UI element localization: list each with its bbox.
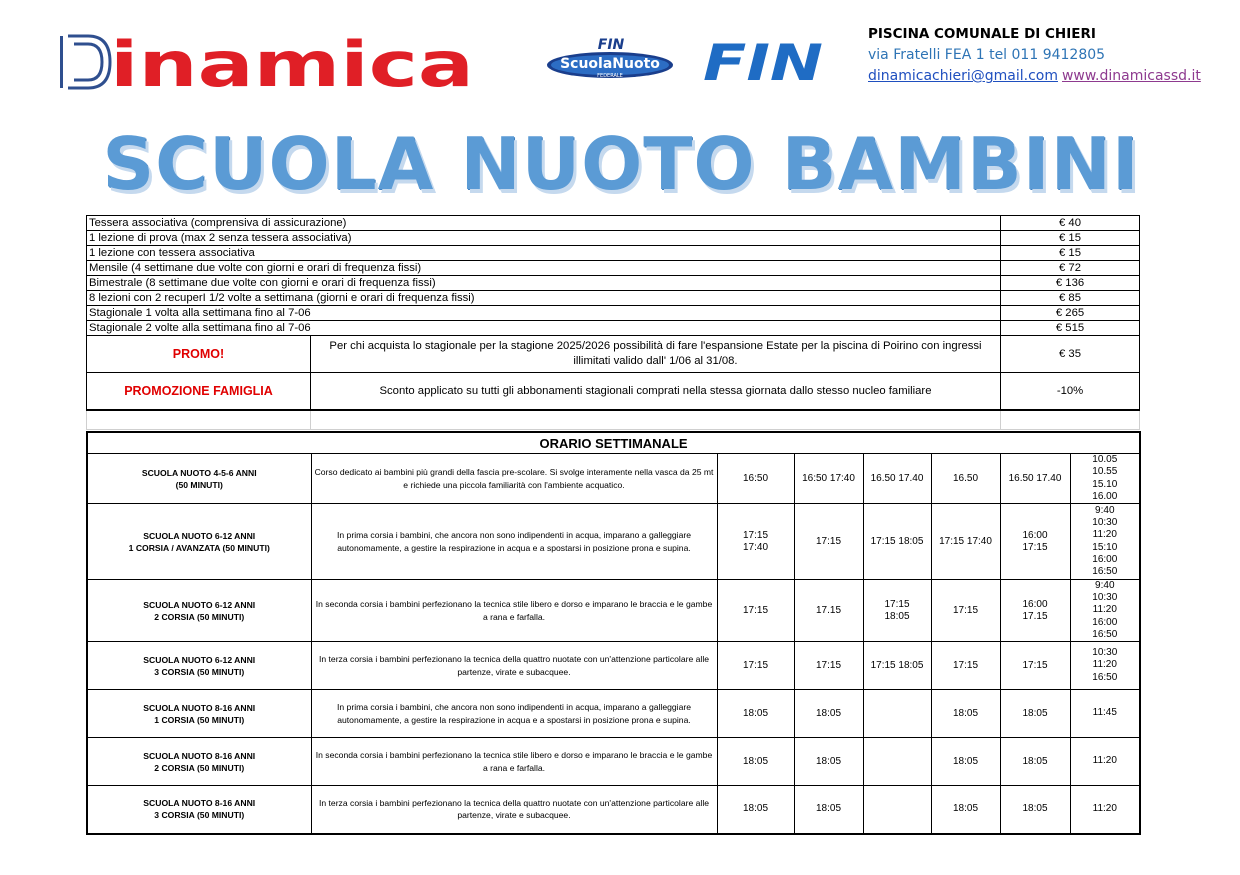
schedule-row (87, 580, 1140, 642)
price-value: € 85 (1001, 291, 1140, 306)
time-value: 18:05 (1022, 755, 1048, 767)
time-slot (717, 504, 794, 580)
course-description: In terza corsia i bambini perfezionano la tecnica della quattro nuotate con un'attenzione particolare alle partenze, virate e subacquee. (311, 786, 717, 834)
saturday-time: 16:00 (1092, 616, 1118, 628)
time-value: 18:05 (742, 707, 769, 719)
course-description: In terza corsia i bambini perfezionano la tecnica della quattro nuotate con un'attenzione particolare alle partenze, virate e subacquee. (311, 642, 717, 690)
price-label: 1 lezione di prova (max 2 senza tessera associativa) (87, 231, 1001, 246)
time-value: 16:50 17:40 (802, 472, 855, 484)
promo-label: PROMOZIONE FAMIGLIA (87, 373, 311, 411)
price-table (86, 215, 1140, 430)
time-value: 16:50 (742, 472, 769, 484)
time-slot (717, 454, 794, 504)
time-value: 17:15 (952, 659, 979, 671)
time-value: 17:15 18:05 (870, 535, 924, 547)
saturday-time: 16:50 (1092, 565, 1118, 577)
time-value: 16:00 (1022, 529, 1048, 541)
price-value: € 15 (1001, 231, 1140, 246)
time-value: 17:15 (815, 659, 842, 671)
svg-text:inamica: inamica (110, 30, 474, 94)
time-value: 18:05 (742, 803, 769, 815)
promo-row (87, 336, 1140, 373)
price-label: 1 lezione con tessera associativa (87, 246, 1001, 261)
time-slot (1000, 580, 1070, 642)
promo-price: € 35 (1001, 336, 1140, 373)
time-value: 18:05 (1022, 707, 1048, 719)
course-name (87, 504, 311, 580)
time-value: 17:40 (742, 541, 769, 553)
saturday-times (1070, 454, 1140, 504)
price-label: Stagionale 1 volta alla settimana fino al 7-06 (87, 306, 1001, 321)
saturday-time: 11:20 (1092, 529, 1117, 541)
saturday-time: 16:50 (1092, 628, 1118, 640)
spacer-row (87, 410, 1140, 430)
time-slot (794, 580, 863, 642)
time-slot (863, 642, 931, 690)
course-description: In seconda corsia i bambini perfezionano la tecnica stile libero e dorso e imparano le braccia e le gambe a rana e farfalla. (311, 738, 717, 786)
course-name (87, 786, 311, 834)
time-value: 18:05 (742, 755, 769, 767)
course-line: 2 CORSIA (50 MINUTI) (154, 762, 245, 773)
time-value: 17:15 (1022, 541, 1048, 553)
time-slot (931, 454, 1000, 504)
schedule-row (87, 738, 1140, 786)
time-slot (794, 786, 863, 834)
svg-text:FIN: FIN (703, 38, 823, 84)
course-name (87, 454, 311, 504)
promo-description: Sconto applicato su tutti gli abbonamenti stagionali comprati nella stessa giornata dallo stesso nucleo familiare (311, 373, 1001, 411)
course-line: 3 CORSIA (50 MINUTI) (154, 666, 245, 677)
schedule-row (87, 454, 1140, 504)
scuola-nuoto-logo (545, 36, 675, 86)
saturday-time: 10.05 (1092, 454, 1118, 466)
price-row (87, 231, 1140, 246)
saturday-times (1070, 504, 1140, 580)
spacer-cell (1001, 410, 1140, 430)
time-value: 16:00 (1022, 598, 1048, 610)
price-label: Mensile (4 settimane due volte con giorni e orari di frequenza fissi) (87, 261, 1001, 276)
saturday-time: 16:50 (1092, 671, 1118, 683)
time-slot (794, 738, 863, 786)
course-description: In seconda corsia i bambini perfezionano la tecnica stile libero e dorso e imparano le braccia e le gambe a rana e farfalla. (311, 580, 717, 642)
time-value: 17:15 (815, 535, 842, 547)
time-slot (1000, 454, 1070, 504)
saturday-time: 10.55 (1092, 466, 1118, 478)
contact-block (868, 24, 1201, 87)
time-slot (863, 786, 931, 834)
time-value: 17:15 (884, 598, 910, 610)
time-value: 17:15 (742, 529, 769, 541)
time-value: 16.50 17.40 (1008, 472, 1062, 484)
price-value: € 515 (1001, 321, 1140, 336)
time-value: 17:15 (742, 604, 769, 616)
spacer-cell (311, 410, 1001, 430)
price-row (87, 261, 1140, 276)
course-line: 2 CORSIA (50 MINUTI) (154, 611, 245, 622)
course-name (87, 580, 311, 642)
price-label: Tessera associativa (comprensiva di assicurazione) (87, 216, 1001, 231)
page-title: SCUOLA NUOTO BAMBINI (102, 122, 1140, 206)
time-value: 18:05 (952, 707, 979, 719)
time-slot (1000, 786, 1070, 834)
course-line: SCUOLA NUOTO 4-5-6 ANNI (141, 467, 257, 478)
saturday-time: 11:20 (1092, 803, 1117, 815)
time-slot (794, 454, 863, 504)
time-value: 17.15 (1022, 610, 1048, 622)
time-slot (931, 504, 1000, 580)
saturday-times (1070, 738, 1140, 786)
time-value: 17:15 (1022, 659, 1048, 671)
time-slot (1000, 738, 1070, 786)
time-value: 17.15 (815, 604, 842, 616)
time-slot (863, 738, 931, 786)
price-value: € 265 (1001, 306, 1140, 321)
saturday-time: 10:30 (1092, 647, 1118, 659)
course-description: Corso dedicato ai bambini più grandi della fascia pre-scolare. Si svolge interamente nella vasca da 25 mt e richiede una piccola familiarità con l'ambiente acquatico. (311, 454, 717, 504)
time-value: 17:15 (952, 604, 979, 616)
time-slot (931, 642, 1000, 690)
time-slot (717, 738, 794, 786)
time-value: 18:05 (884, 610, 910, 622)
spacer-cell (87, 410, 311, 430)
schedule-title: ORARIO SETTIMANALE (87, 432, 1140, 454)
time-slot (931, 690, 1000, 738)
promo-description: Per chi acquista lo stagionale per la stagione 2025/2026 possibilità di fare l'espansione Estate per la piscina di Poirino con ingressi illimitati valido dall' 1/06 al 31/08. (311, 336, 1001, 373)
time-slot (863, 504, 931, 580)
course-line: 1 CORSIA (50 MINUTI) (154, 714, 245, 725)
website-link[interactable]: www.dinamicassd.it (1061, 68, 1201, 84)
saturday-time: 16.00 (1092, 490, 1118, 502)
time-value: 17:15 17:40 (939, 535, 992, 547)
price-row (87, 216, 1140, 231)
time-slot (717, 690, 794, 738)
price-row (87, 276, 1140, 291)
time-slot (717, 786, 794, 834)
price-value: € 72 (1001, 261, 1140, 276)
course-name (87, 642, 311, 690)
course-line: SCUOLA NUOTO 8-16 ANNI (143, 750, 256, 761)
price-value: € 40 (1001, 216, 1140, 231)
course-line: SCUOLA NUOTO 6-12 ANNI (143, 654, 256, 665)
time-value: 18:05 (952, 755, 979, 767)
schedule-row (87, 642, 1140, 690)
saturday-time: 9:40 (1095, 504, 1115, 516)
time-value: 17:15 18:05 (870, 659, 924, 671)
time-value: 18:05 (815, 707, 842, 719)
saturday-times (1070, 642, 1140, 690)
time-slot (794, 690, 863, 738)
course-line: 1 CORSIA / AVANZATA (50 MINUTI) (128, 542, 270, 553)
course-line: SCUOLA NUOTO 6-12 ANNI (143, 530, 256, 541)
time-value: 18:05 (1022, 803, 1048, 815)
promo-price: -10% (1001, 373, 1140, 411)
time-slot (717, 580, 794, 642)
course-line: SCUOLA NUOTO 6-12 ANNI (143, 599, 256, 610)
time-slot (931, 580, 1000, 642)
time-slot (863, 690, 931, 738)
time-slot (931, 786, 1000, 834)
time-slot (1000, 690, 1070, 738)
sn-logo-text: ScuolaNuoto (560, 56, 660, 72)
promo-label: PROMO! (87, 336, 311, 373)
schedule-row (87, 504, 1140, 580)
dinamica-logo (58, 30, 478, 94)
time-value: 16.50 (952, 472, 979, 484)
pool-name: PISCINA COMUNALE DI CHIERI (868, 26, 1096, 42)
time-slot (794, 642, 863, 690)
saturday-time: 15:10 (1092, 541, 1118, 553)
time-value: 18:05 (815, 803, 842, 815)
course-name (87, 690, 311, 738)
saturday-time: 11:20 (1092, 659, 1117, 671)
time-value: 17:15 (742, 659, 769, 671)
price-row (87, 321, 1140, 336)
price-row (87, 246, 1140, 261)
price-label: Stagionale 2 volte alla settimana fino al 7-06 (87, 321, 1001, 336)
saturday-time: 11:20 (1092, 604, 1117, 616)
saturday-time: 10:30 (1092, 592, 1118, 604)
saturday-times (1070, 786, 1140, 834)
pool-address: via Fratelli FEA 1 tel 011 9412805 (868, 47, 1106, 63)
time-slot (794, 504, 863, 580)
saturday-times (1070, 690, 1140, 738)
schedule-table (86, 431, 1141, 835)
sn-logo-fin: FIN (597, 37, 625, 53)
price-label: 8 lezioni con 2 recuperI 1/2 volte a settimana (giorni e orari di frequenza fissi) (87, 291, 1001, 306)
saturday-times (1070, 580, 1140, 642)
sn-logo-sub: FEDERALE (597, 73, 623, 79)
price-row (87, 306, 1140, 321)
price-value: € 136 (1001, 276, 1140, 291)
course-line: SCUOLA NUOTO 8-16 ANNI (143, 798, 256, 809)
time-slot (717, 642, 794, 690)
time-slot (931, 738, 1000, 786)
course-line: 3 CORSIA (50 MINUTI) (154, 810, 245, 821)
time-slot (1000, 642, 1070, 690)
time-value: 18:05 (815, 755, 842, 767)
course-name (87, 738, 311, 786)
time-value: 16.50 17.40 (870, 472, 924, 484)
time-value: 18:05 (952, 803, 979, 815)
time-slot (1000, 504, 1070, 580)
course-line: SCUOLA NUOTO 8-16 ANNI (143, 702, 256, 713)
saturday-time: 10:30 (1092, 517, 1118, 529)
saturday-time: 16:00 (1092, 553, 1118, 565)
schedule-row (87, 786, 1140, 834)
saturday-time: 11:45 (1092, 707, 1117, 719)
course-description: In prima corsia i bambini, che ancora non sono indipendenti in acqua, imparano a galleggiare autonomamente, a gestire la respirazione in acqua e a spostarsi in posizione prona e supina. (311, 504, 717, 580)
promo-row (87, 373, 1140, 411)
fin-logo (703, 38, 825, 84)
email-link[interactable]: dinamicachieri@gmail.com (868, 68, 1058, 84)
course-line: (50 MINUTI) (175, 479, 223, 490)
schedule-row (87, 690, 1140, 738)
price-value: € 15 (1001, 246, 1140, 261)
saturday-time: 11:20 (1092, 755, 1117, 767)
saturday-time: 15.10 (1092, 478, 1118, 490)
saturday-time: 9:40 (1095, 580, 1115, 591)
price-label: Bimestrale (8 settimane due volte con giorni e orari di frequenza fissi) (87, 276, 1001, 291)
time-slot (863, 580, 931, 642)
time-slot (863, 454, 931, 504)
course-description: In prima corsia i bambini, che ancora non sono indipendenti in acqua, imparano a galleggiare autonomamente, a gestire la respirazione in acqua e a spostarsi in posizione prona e supina. (311, 690, 717, 738)
price-row (87, 291, 1140, 306)
